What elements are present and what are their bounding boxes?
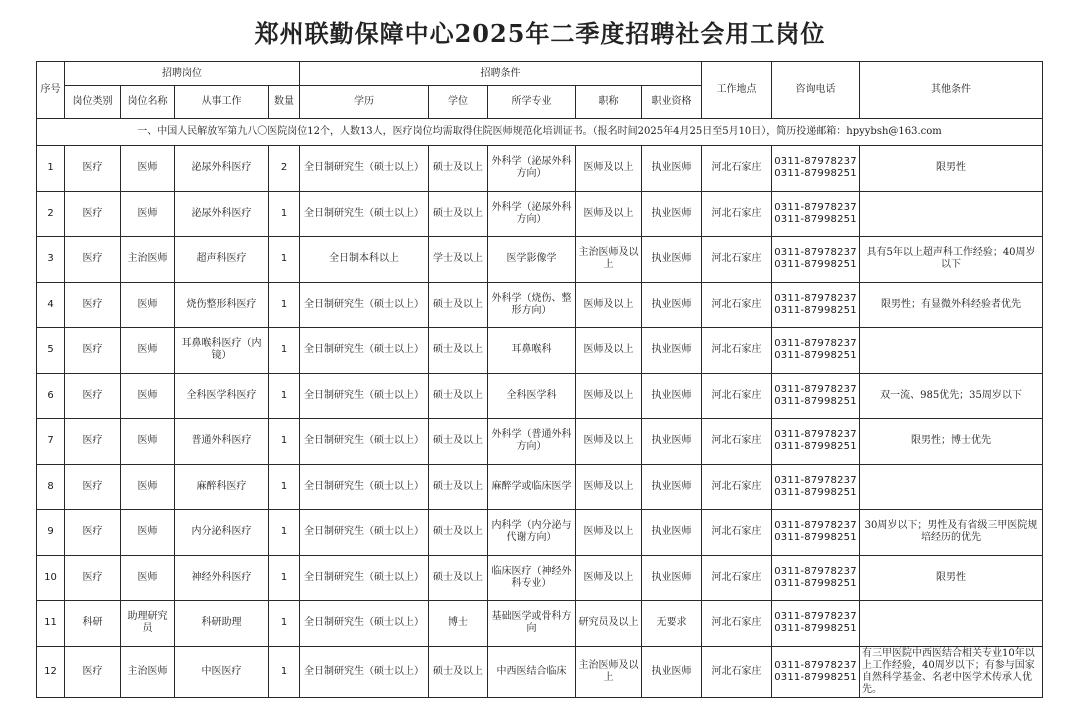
- phone-number: 0311-87998251: [774, 577, 857, 589]
- cell-major: 外科学（泌尿外科方向）: [488, 191, 576, 237]
- cell-post-type: 科研: [65, 601, 121, 647]
- cell-qualification: 执业医师: [642, 555, 702, 601]
- header-location: 工作地点: [702, 62, 772, 119]
- cell-post-name: 医师: [121, 373, 175, 419]
- phone-number: 0311-87998251: [774, 486, 857, 498]
- cell-title: 研究员及以上: [576, 601, 642, 647]
- cell-phone: [772, 146, 860, 192]
- cell-seq: 2: [37, 191, 65, 237]
- cell-education: 全日制研究生（硕士以上）: [300, 328, 429, 374]
- cell-other: 双一流、985优先；35周岁以下: [860, 373, 1043, 419]
- cell-count: 1: [269, 646, 300, 697]
- cell-education: 全日制研究生（硕士以上）: [300, 464, 429, 510]
- cell-other: [860, 601, 1043, 647]
- cell-major: 耳鼻喉科: [488, 328, 576, 374]
- table-row: [37, 328, 1043, 374]
- cell-degree: 学士及以上: [429, 237, 488, 283]
- cell-phone: [772, 373, 860, 419]
- table-row: [37, 419, 1043, 465]
- table-row: [37, 646, 1043, 697]
- cell-post-name: 主治医师: [121, 237, 175, 283]
- cell-qualification: 执业医师: [642, 646, 702, 697]
- cell-phone: [772, 601, 860, 647]
- phone-number: 0311-87998251: [774, 350, 857, 362]
- cell-major: 临床医疗（神经外科专业）: [488, 555, 576, 601]
- cell-title: 医师及以上: [576, 146, 642, 192]
- table-row: [37, 237, 1043, 283]
- header-degree: 学位: [429, 86, 488, 119]
- cell-count: 1: [269, 464, 300, 510]
- section-description: 一、中国人民解放军第九八〇医院岗位12个，人数13人，医疗岗位均需取得住院医师规范化培训证书。（报名时间2025年4月25日至5月10日），简历投递邮箱：hpyybsh@163.com: [37, 119, 1043, 146]
- cell-education: 全日制研究生（硕士以上）: [300, 510, 429, 556]
- cell-location: 河北石家庄: [702, 601, 772, 647]
- cell-education: 全日制研究生（硕士以上）: [300, 419, 429, 465]
- cell-post-type: 医疗: [65, 646, 121, 697]
- phone-number: 0311-87998251: [774, 168, 857, 180]
- table-row: [37, 282, 1043, 328]
- cell-seq: 6: [37, 373, 65, 419]
- cell-work: 烧伤整形科医疗: [175, 282, 269, 328]
- cell-other: 限男性: [860, 146, 1043, 192]
- cell-education: 全日制本科以上: [300, 237, 429, 283]
- cell-qualification: 执业医师: [642, 146, 702, 192]
- cell-seq: 3: [37, 237, 65, 283]
- cell-work: 普通外科医疗: [175, 419, 269, 465]
- cell-post-type: 医疗: [65, 510, 121, 556]
- cell-other: [860, 191, 1043, 237]
- cell-degree: 硕士及以上: [429, 191, 488, 237]
- table-row: [37, 555, 1043, 601]
- cell-post-name: 医师: [121, 419, 175, 465]
- cell-post-type: 医疗: [65, 282, 121, 328]
- phone-number: 0311-87978237: [774, 292, 857, 304]
- phone-number: 0311-87998251: [774, 441, 857, 453]
- header-title: 职称: [576, 86, 642, 119]
- phone-number: 0311-87978237: [774, 383, 857, 395]
- cell-qualification: 执业医师: [642, 191, 702, 237]
- cell-location: 河北石家庄: [702, 282, 772, 328]
- cell-count: 1: [269, 555, 300, 601]
- cell-education: 全日制研究生（硕士以上）: [300, 601, 429, 647]
- cell-title: 医师及以上: [576, 373, 642, 419]
- cell-post-name: 医师: [121, 555, 175, 601]
- cell-phone: [772, 464, 860, 510]
- header-work: 从事工作: [175, 86, 269, 119]
- table-row: [37, 464, 1043, 510]
- cell-title: 医师及以上: [576, 419, 642, 465]
- cell-other: 限男性: [860, 555, 1043, 601]
- cell-other: 具有5年以上超声科工作经验；40周岁以下: [860, 237, 1043, 283]
- header-phone: 咨询电话: [772, 62, 860, 119]
- cell-post-name: 医师: [121, 191, 175, 237]
- cell-qualification: 执业医师: [642, 237, 702, 283]
- cell-post-type: 医疗: [65, 373, 121, 419]
- cell-count: 2: [269, 146, 300, 192]
- cell-work: 麻醉科医疗: [175, 464, 269, 510]
- cell-education: 全日制研究生（硕士以上）: [300, 191, 429, 237]
- cell-post-type: 医疗: [65, 237, 121, 283]
- cell-work: 泌尿外科医疗: [175, 146, 269, 192]
- cell-degree: 硕士及以上: [429, 646, 488, 697]
- cell-count: 1: [269, 419, 300, 465]
- cell-degree: 硕士及以上: [429, 146, 488, 192]
- cell-seq: 12: [37, 646, 65, 697]
- header-qualification: 职业资格: [642, 86, 702, 119]
- cell-major: 外科学（烧伤、整形方向）: [488, 282, 576, 328]
- header-group-conditions: 招聘条件: [300, 62, 702, 86]
- cell-count: 1: [269, 282, 300, 328]
- cell-seq: 4: [37, 282, 65, 328]
- cell-other: 限男性；博士优先: [860, 419, 1043, 465]
- recruitment-table: [36, 61, 1043, 698]
- header-major: 所学专业: [488, 86, 576, 119]
- cell-location: 河北石家庄: [702, 464, 772, 510]
- cell-seq: 10: [37, 555, 65, 601]
- cell-seq: 9: [37, 510, 65, 556]
- cell-title: 医师及以上: [576, 510, 642, 556]
- cell-degree: 博士: [429, 601, 488, 647]
- cell-phone: [772, 237, 860, 283]
- cell-title: 医师及以上: [576, 191, 642, 237]
- phone-number: 0311-87978237: [774, 565, 857, 577]
- cell-location: 河北石家庄: [702, 373, 772, 419]
- cell-education: 全日制研究生（硕士以上）: [300, 646, 429, 697]
- cell-work: 科研助理: [175, 601, 269, 647]
- cell-phone: [772, 510, 860, 556]
- cell-post-name: 医师: [121, 328, 175, 374]
- cell-post-name: 医师: [121, 282, 175, 328]
- cell-other: 有三甲医院中西医结合相关专业10年以上工作经验，40周岁以下；有参与国家自然科学基金、名老中医学术传承人优先。: [860, 646, 1043, 697]
- cell-seq: 7: [37, 419, 65, 465]
- phone-number: 0311-87978237: [774, 338, 857, 350]
- cell-major: 外科学（普通外科方向）: [488, 419, 576, 465]
- phone-number: 0311-87978237: [774, 156, 857, 168]
- cell-post-name: 助理研究员: [121, 601, 175, 647]
- cell-major: 麻醉学或临床医学: [488, 464, 576, 510]
- cell-work: 泌尿外科医疗: [175, 191, 269, 237]
- header-post-name: 岗位名称: [121, 86, 175, 119]
- table-row: [37, 373, 1043, 419]
- cell-major: 中西医结合临床: [488, 646, 576, 697]
- cell-post-type: 医疗: [65, 191, 121, 237]
- cell-title: 医师及以上: [576, 328, 642, 374]
- cell-seq: 1: [37, 146, 65, 192]
- cell-post-name: 医师: [121, 146, 175, 192]
- cell-other: [860, 464, 1043, 510]
- cell-count: 1: [269, 373, 300, 419]
- header-group-post: 招聘岗位: [65, 62, 300, 86]
- cell-post-type: 医疗: [65, 419, 121, 465]
- cell-qualification: 无要求: [642, 601, 702, 647]
- cell-work: 神经外科医疗: [175, 555, 269, 601]
- phone-number: 0311-87998251: [774, 623, 857, 635]
- cell-degree: 硕士及以上: [429, 373, 488, 419]
- cell-location: 河北石家庄: [702, 510, 772, 556]
- cell-degree: 硕士及以上: [429, 419, 488, 465]
- cell-title: 主治医师及以上: [576, 237, 642, 283]
- cell-other: [860, 328, 1043, 374]
- header-seq: 序号: [37, 62, 65, 119]
- cell-degree: 硕士及以上: [429, 282, 488, 328]
- cell-location: 河北石家庄: [702, 419, 772, 465]
- cell-post-type: 医疗: [65, 555, 121, 601]
- table-row: [37, 191, 1043, 237]
- phone-number: 0311-87998251: [774, 395, 857, 407]
- phone-number: 0311-87978237: [774, 611, 857, 623]
- cell-education: 全日制研究生（硕士以上）: [300, 282, 429, 328]
- cell-seq: 11: [37, 601, 65, 647]
- cell-work: 耳鼻喉科医疗（内镜）: [175, 328, 269, 374]
- cell-work: 内分泌科医疗: [175, 510, 269, 556]
- cell-education: 全日制研究生（硕士以上）: [300, 146, 429, 192]
- cell-degree: 硕士及以上: [429, 464, 488, 510]
- cell-location: 河北石家庄: [702, 146, 772, 192]
- phone-number: 0311-87978237: [774, 429, 857, 441]
- cell-title: 主治医师及以上: [576, 646, 642, 697]
- cell-post-type: 医疗: [65, 328, 121, 374]
- cell-qualification: 执业医师: [642, 464, 702, 510]
- cell-post-name: 医师: [121, 464, 175, 510]
- phone-number: 0311-87978237: [774, 247, 857, 259]
- table-row: [37, 146, 1043, 192]
- cell-phone: [772, 282, 860, 328]
- cell-post-type: 医疗: [65, 146, 121, 192]
- cell-post-type: 医疗: [65, 464, 121, 510]
- cell-phone: [772, 191, 860, 237]
- phone-number: 0311-87998251: [774, 259, 857, 271]
- cell-title: 医师及以上: [576, 464, 642, 510]
- header-education: 学历: [300, 86, 429, 119]
- cell-seq: 5: [37, 328, 65, 374]
- phone-number: 0311-87998251: [774, 304, 857, 316]
- cell-education: 全日制研究生（硕士以上）: [300, 373, 429, 419]
- cell-work: 超声科医疗: [175, 237, 269, 283]
- cell-qualification: 执业医师: [642, 282, 702, 328]
- cell-major: 医学影像学: [488, 237, 576, 283]
- page-title: 郑州联勤保障中心2025年二季度招聘社会用工岗位: [254, 19, 826, 48]
- cell-major: 基础医学或骨科方向: [488, 601, 576, 647]
- cell-qualification: 执业医师: [642, 419, 702, 465]
- cell-count: 1: [269, 601, 300, 647]
- cell-other: 30周岁以下；男性及有省级三甲医院规培经历的优先: [860, 510, 1043, 556]
- cell-phone: [772, 555, 860, 601]
- cell-qualification: 执业医师: [642, 510, 702, 556]
- phone-number: 0311-87978237: [774, 659, 857, 671]
- cell-qualification: 执业医师: [642, 328, 702, 374]
- cell-phone: [772, 419, 860, 465]
- cell-phone: [772, 646, 860, 697]
- cell-location: 河北石家庄: [702, 328, 772, 374]
- cell-title: 医师及以上: [576, 555, 642, 601]
- cell-education: 全日制研究生（硕士以上）: [300, 555, 429, 601]
- cell-seq: 8: [37, 464, 65, 510]
- cell-major: 全科医学科: [488, 373, 576, 419]
- cell-major: 内科学（内分泌与代谢方向）: [488, 510, 576, 556]
- phone-number: 0311-87978237: [774, 201, 857, 213]
- cell-degree: 硕士及以上: [429, 328, 488, 374]
- cell-location: 河北石家庄: [702, 555, 772, 601]
- cell-degree: 硕士及以上: [429, 555, 488, 601]
- cell-count: 1: [269, 328, 300, 374]
- header-count: 数量: [269, 86, 300, 119]
- cell-count: 1: [269, 191, 300, 237]
- cell-phone: [772, 328, 860, 374]
- cell-post-name: 主治医师: [121, 646, 175, 697]
- cell-location: 河北石家庄: [702, 237, 772, 283]
- cell-work: 中医医疗: [175, 646, 269, 697]
- phone-number: 0311-87998251: [774, 671, 857, 683]
- cell-title: 医师及以上: [576, 282, 642, 328]
- phone-number: 0311-87998251: [774, 532, 857, 544]
- table-row: [37, 510, 1043, 556]
- cell-count: 1: [269, 237, 300, 283]
- header-other: 其他条件: [860, 62, 1043, 119]
- phone-number: 0311-87998251: [774, 213, 857, 225]
- cell-major: 外科学（泌尿外科方向）: [488, 146, 576, 192]
- phone-number: 0311-87978237: [774, 520, 857, 532]
- cell-degree: 硕士及以上: [429, 510, 488, 556]
- phone-number: 0311-87978237: [774, 474, 857, 486]
- cell-count: 1: [269, 510, 300, 556]
- cell-location: 河北石家庄: [702, 191, 772, 237]
- cell-work: 全科医学科医疗: [175, 373, 269, 419]
- cell-other: 限男性；有显微外科经验者优先: [860, 282, 1043, 328]
- cell-location: 河北石家庄: [702, 646, 772, 697]
- header-post-type: 岗位类别: [65, 86, 121, 119]
- table-row: [37, 601, 1043, 647]
- cell-post-name: 医师: [121, 510, 175, 556]
- cell-qualification: 执业医师: [642, 373, 702, 419]
